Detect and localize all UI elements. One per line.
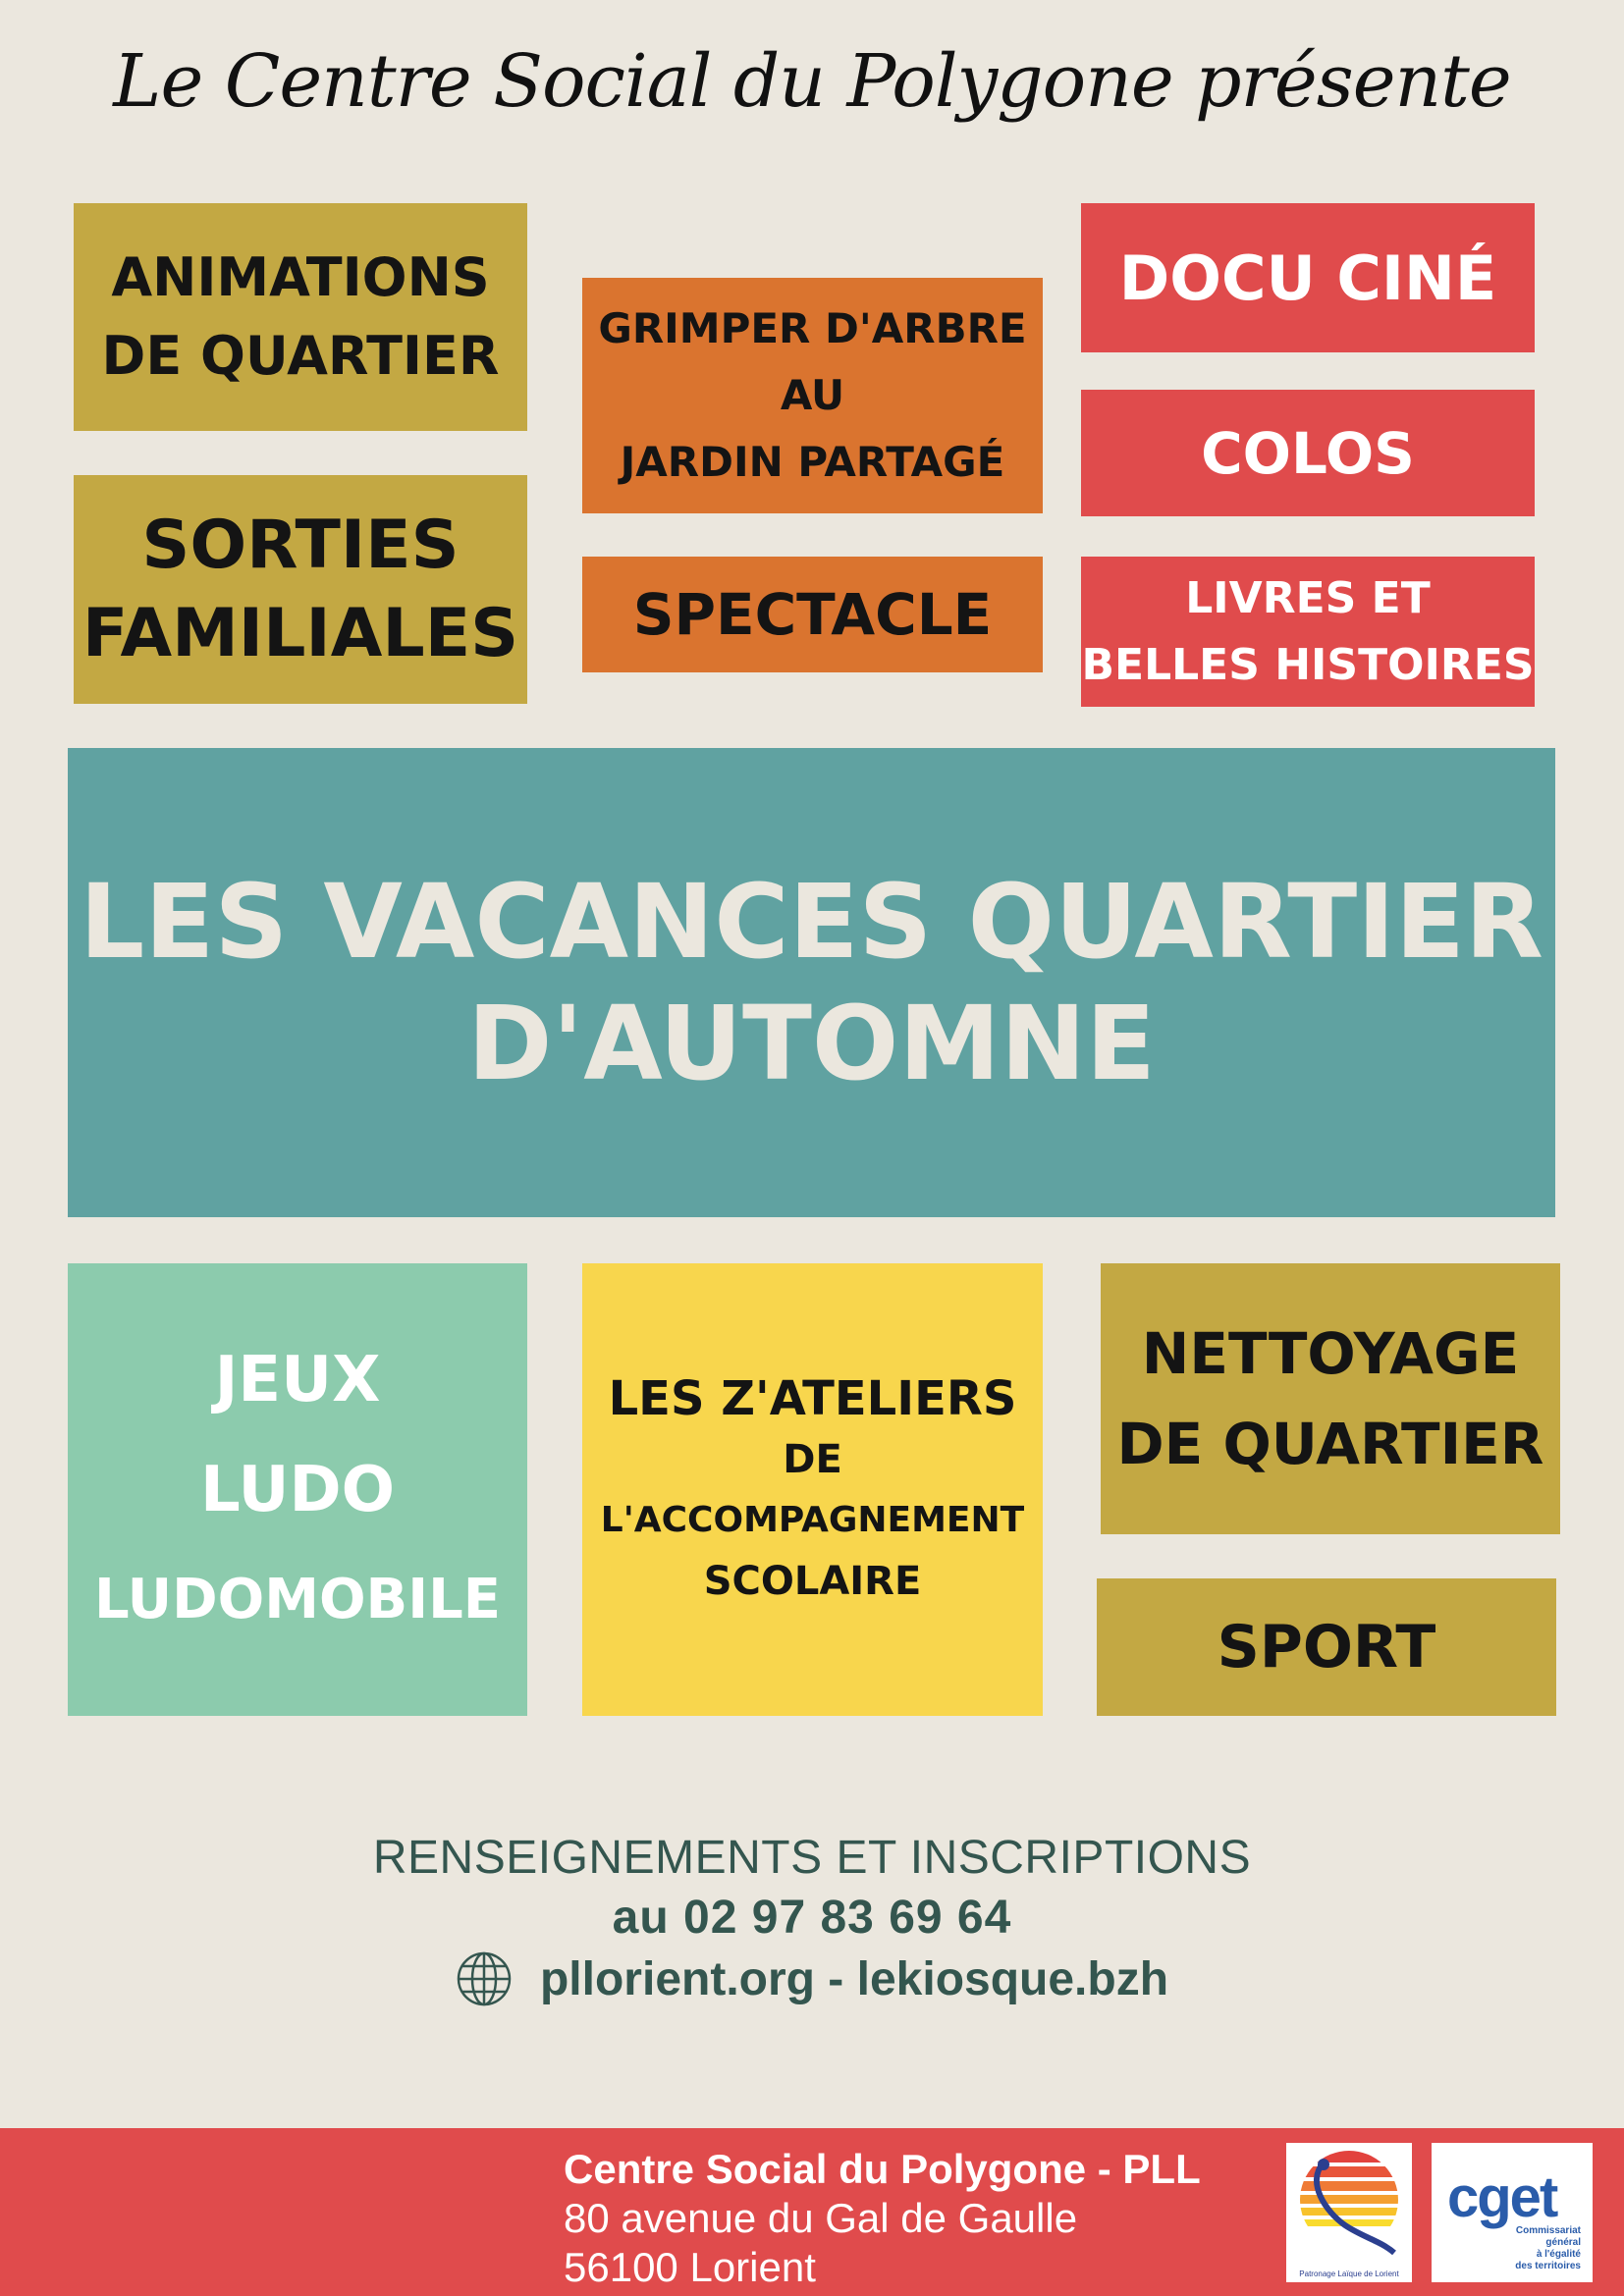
tile-line: AU [780,371,845,419]
tile-line: ANIMATIONS [111,246,490,308]
globe-icon [456,1950,513,2007]
tile-docu-cine [1081,203,1535,352]
banner-vacances-automne [68,748,1555,1217]
tile-animations-quartier [74,203,527,431]
tile-nettoyage-quartier [1101,1263,1560,1534]
tile-line: SPORT [1217,1613,1436,1682]
tile-line: JEUX [214,1343,381,1416]
tile-grimper-arbre [582,278,1043,513]
cget-caption-line: Commissariat [1515,2225,1581,2236]
tile-line: DE [783,1436,842,1482]
cget-logo [1432,2143,1593,2282]
tile-line: LIVRES ET [1185,572,1431,623]
tile-sorties-familiales [74,475,527,704]
tile-line: SORTIES [141,506,460,584]
tile-line: COLOS [1201,419,1415,487]
tile-line: NETTOYAGE [1141,1320,1520,1387]
cget-caption-line: général [1545,2237,1581,2248]
tile-jeux-ludo [68,1263,527,1716]
banner-line: LES VACANCES QUARTIER [80,862,1543,982]
tile-line: SPECTACLE [632,581,993,648]
tile-line: LUDO [200,1453,395,1526]
tile-line: LES Z'ATELIERS [608,1370,1017,1426]
info-block [0,1831,1624,2007]
tile-line: DE QUARTIER [1116,1411,1544,1477]
banner-line: D'AUTOMNE [467,984,1156,1103]
info-title: RENSEIGNEMENTS ET INSCRIPTIONS [372,1832,1252,1884]
tile-livres-histoires [1081,557,1535,707]
tile-colos [1081,390,1535,516]
tile-line: GRIMPER D'ARBRE [598,304,1027,352]
cget-wordmark: cget [1447,2165,1557,2229]
tile-line: DE QUARTIER [101,325,500,387]
tile-line: LUDOMOBILE [93,1567,502,1631]
tile-line: JARDIN PARTAGÉ [620,438,1005,486]
tile-line: DOCU CINÉ [1118,241,1497,314]
footer-org: Centre Social du Polygone - PLL [564,2146,1201,2192]
info-websites-row [0,1950,1624,2007]
footer-city: 56100 Lorient [564,2244,816,2290]
tile-sport [1097,1578,1556,1716]
pll-logo [1286,2143,1412,2282]
pll-caption: Patronage Laïque de Lorient [1299,2269,1399,2278]
info-websites[interactable]: pllorient.org - lekiosque.bzh [539,1952,1169,2005]
info-phone: au 02 97 83 69 64 [612,1892,1012,1944]
pll-sun-emblem [1286,2143,1412,2261]
tile-line: BELLES HISTOIRES [1081,639,1535,690]
poster-headline: Le Centre Social du Polygone présente [113,39,1511,124]
cget-caption [1515,2225,1581,2272]
footer-address [564,2145,1201,2292]
tile-spectacle [582,557,1043,672]
footer-street: 80 avenue du Gal de Gaulle [564,2195,1078,2241]
tile-line: FAMILIALES [81,594,519,672]
cget-caption-line: des territoires [1515,2261,1581,2271]
tile-line: SCOLAIRE [703,1558,922,1604]
tile-ateliers-scolaire [582,1263,1043,1716]
cget-caption-line: à l'égalité [1536,2249,1581,2260]
tile-line: L'ACCOMPAGNEMENT [600,1499,1025,1540]
